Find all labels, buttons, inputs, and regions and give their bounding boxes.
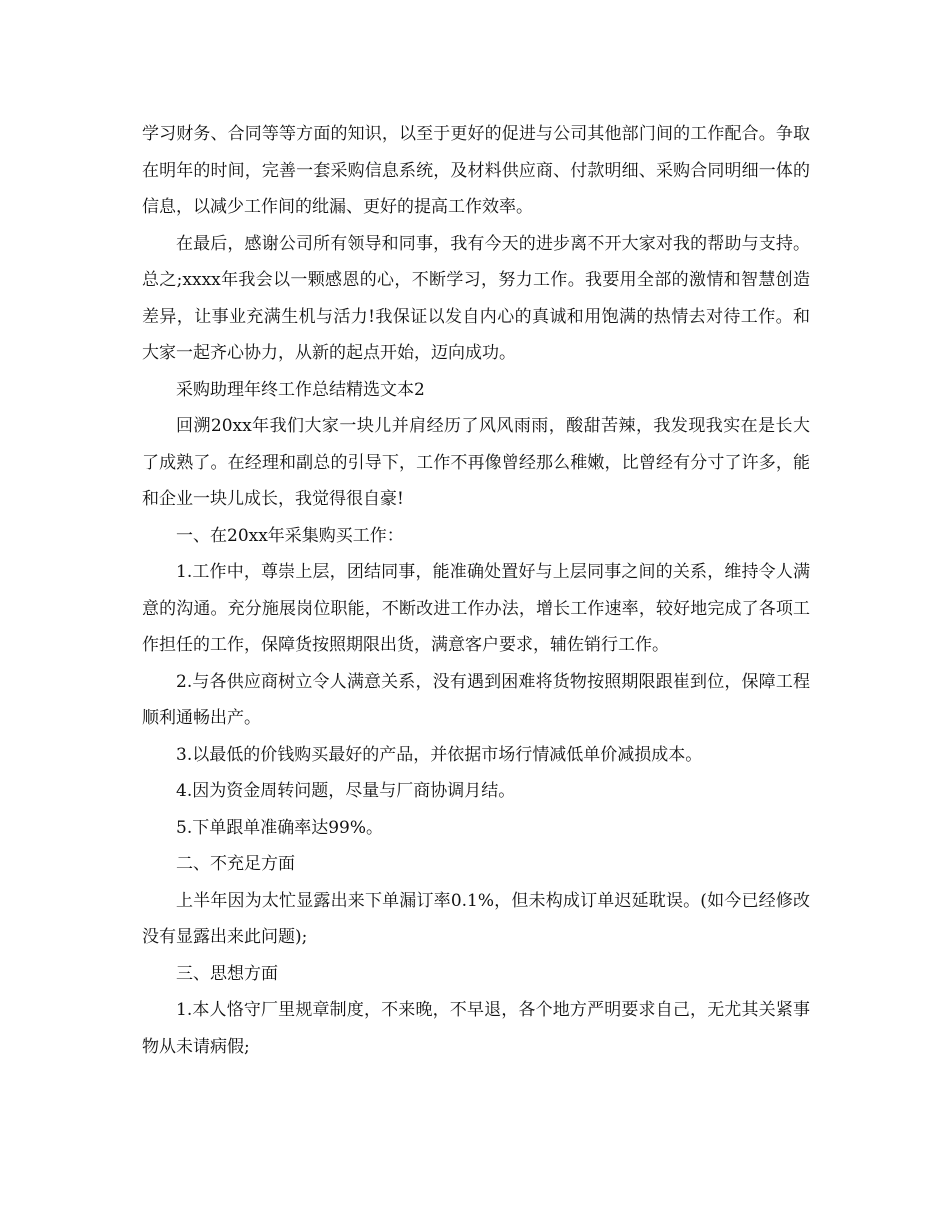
subheading-purchasing-work: 一、在20xx年采集购买工作： bbox=[176, 525, 404, 546]
paragraph-1: 学习财务、合同等等方面的知识，以至于更好的促进与公司其他部门间的工作配合。争取在明年的时间，完善一套采购信息系统，及材料供应商、付款明细、采购合同明细一体的信息，以减少工作间的纰漏、更好的提高工作效率。 bbox=[142, 124, 810, 217]
list-item-2: 2.与各供应商树立令人满意关系，没有遇到困难将货物按照期限跟崔到位，保障工程顺利通畅出产。 bbox=[142, 671, 810, 728]
list-item-4: 4.因为资金周转问题，尽量与厂商协调月结。 bbox=[176, 781, 516, 801]
list-item-5: 5.下单跟单准确率达99%。 bbox=[176, 817, 384, 838]
list-item-3: 3.以最低的价钱购买最好的产品，并依据市场行情减低单价减损成本。 bbox=[176, 744, 703, 765]
document-body bbox=[142, 116, 810, 1065]
subheading-thinking: 三、思想方面 bbox=[176, 963, 278, 984]
subheading-shortcomings: 二、不充足方面 bbox=[176, 854, 295, 874]
paragraph-2: 在最后，感谢公司所有领导和同事，我有今天的进步离不开大家对我的帮助与支持。总之;xxxx年我会以一颗感恩的心，不断学习，努力工作。我要用全部的激情和智慧创造差异，让事业充满生机与活力!我保证以发自内心的真诚和用饱满的热情去对待工作。和大家一起齐心协力，从新的起点开始，迈向成功。 bbox=[142, 233, 810, 363]
section-heading-2: 采购助理年终工作总结精选文本2 bbox=[176, 379, 425, 400]
paragraph-3: 回溯20xx年我们大家一块儿并肩经历了风风雨雨，酸甜苦辣，我发现我实在是长大了成熟了。在经理和副总的引导下，工作不再像曾经那么稚嫩，比曾经有分寸了许多，能和企业一块儿成长，我觉得很自豪! bbox=[142, 416, 810, 509]
list-item-thinking-1: 1.本人恪守厂里规章制度，不来晚，不早退，各个地方严明要求自己，无尤其关紧事物从未请病假; bbox=[142, 1000, 810, 1057]
paragraph-shortcomings: 上半年因为太忙显露出来下单漏订率0.1%，但未构成订单迟延耽误。(如今已经修改没有显露出来此问题); bbox=[142, 890, 810, 947]
list-item-1: 1.工作中，尊崇上层，团结同事，能准确处置好与上层同事之间的关系，维持令人满意的沟通。充分施展岗位职能，不断改进工作办法，增长工作速率，较好地完成了各项工作担任的工作，保障货按照期限出货，满意客户要求，辅佐销行工作。 bbox=[142, 562, 810, 655]
